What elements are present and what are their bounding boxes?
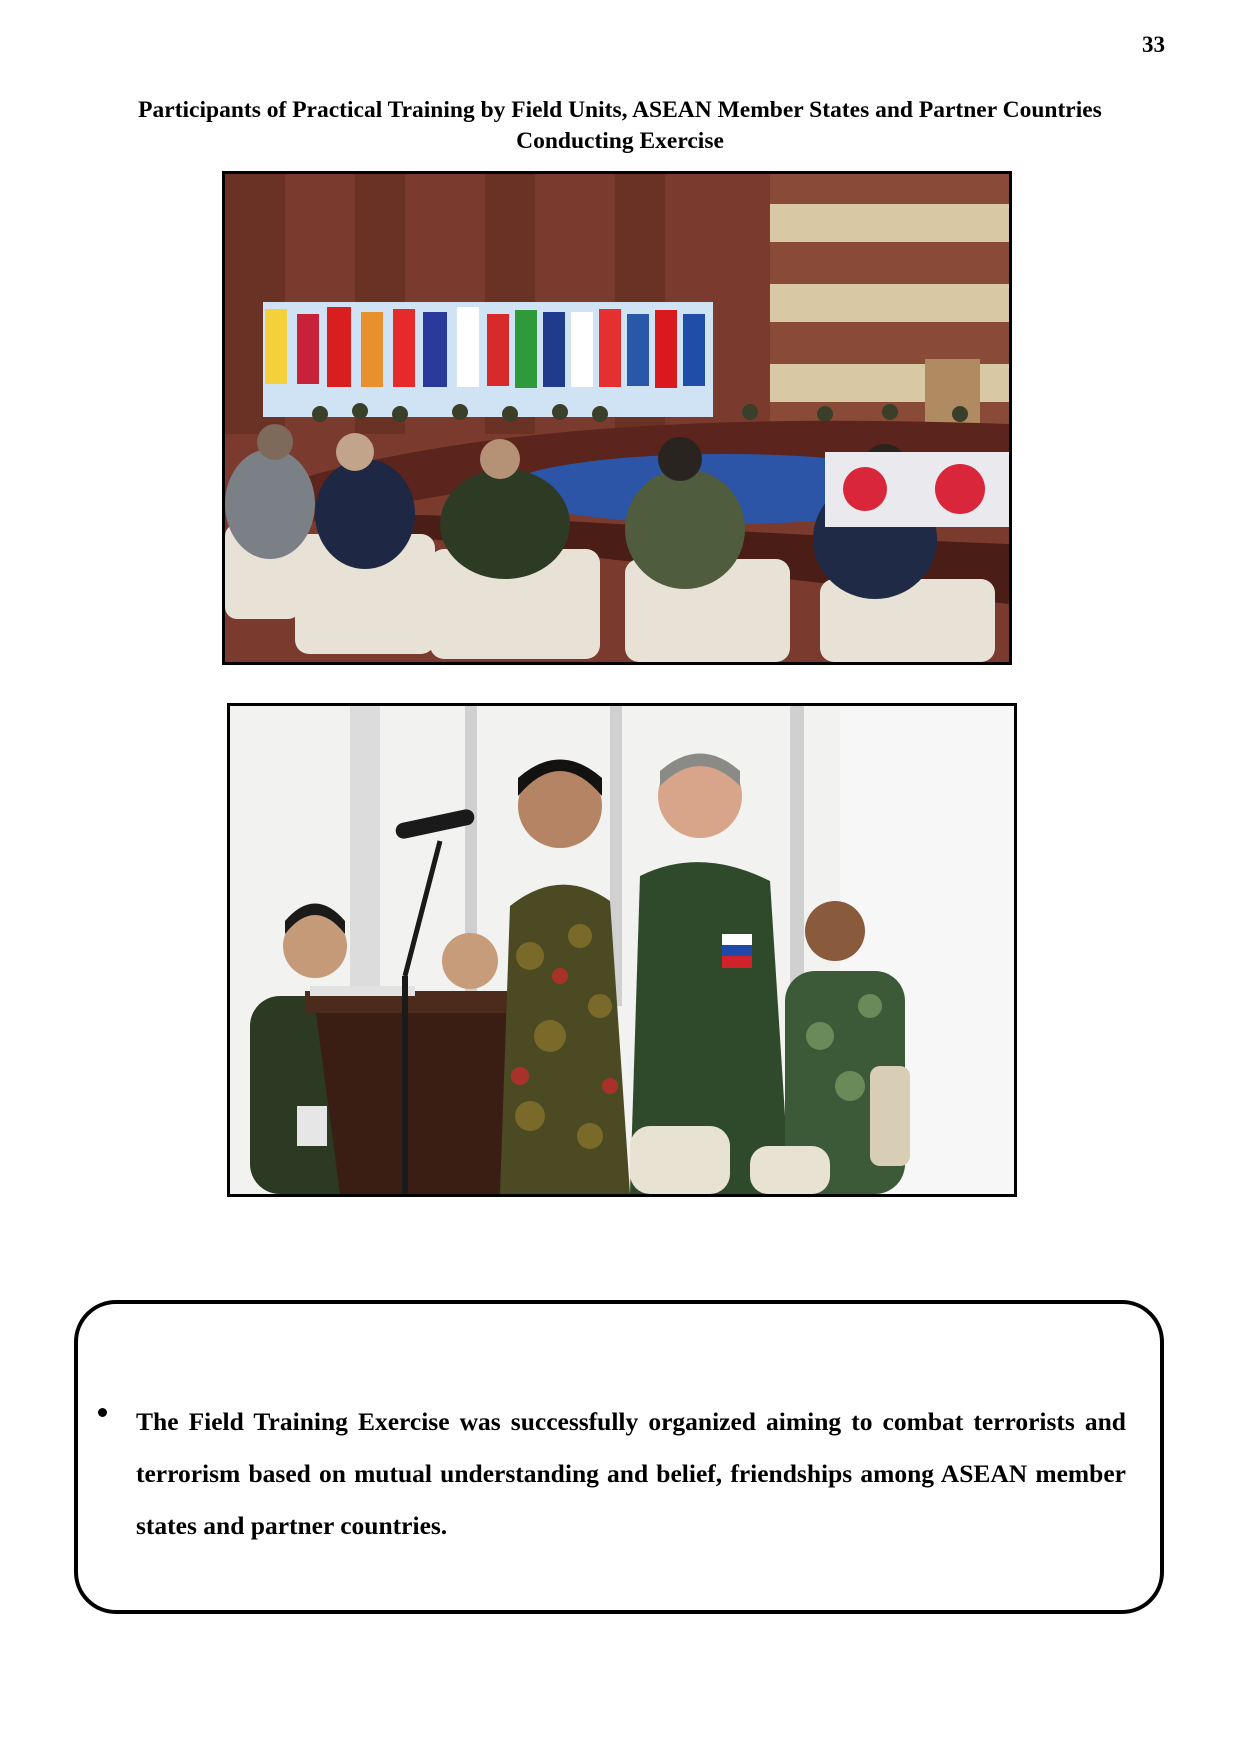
podium-officers-illustration [230, 706, 1014, 1194]
caption-line-2: Conducting Exercise [516, 128, 724, 154]
conference-hall-photo [222, 171, 1012, 665]
summary-bullet-text: The Field Training Exercise was successfully organized aiming to combat terrorists and terrorism based on mutual understanding and belief, friendships among ASEAN member states and partner countries. [136, 1407, 1126, 1540]
page-number: 33 [1142, 32, 1165, 57]
podium-officers-photo [227, 703, 1017, 1197]
conference-hall-illustration [225, 174, 1009, 662]
summary-note-box [74, 1300, 1164, 1614]
caption-line-1: Participants of Practical Training by Field Units, ASEAN Member States and Partner Countries [138, 97, 1102, 123]
bullet-icon [98, 1408, 107, 1417]
page-caption [60, 95, 1180, 157]
